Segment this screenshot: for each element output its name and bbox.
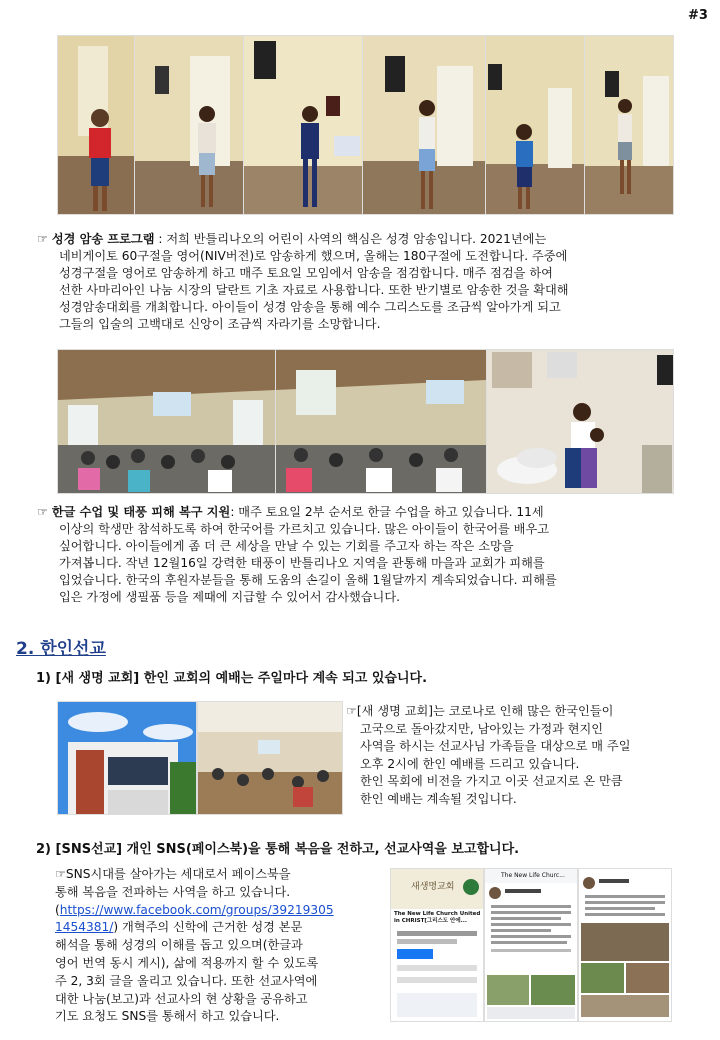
- photo-child-6: [584, 35, 674, 215]
- text-line: 사역을 하시는 선교사님 가족들을 대상으로 매 주일: [360, 739, 631, 754]
- text-line: 한인 예배는 계속될 것입니다.: [360, 791, 517, 806]
- text-line: : 저희 반틀리나오의 어린이 사역의 핵심은 성경 암송입니다. 2021년에는: [154, 232, 547, 246]
- text-line: 싶어합니다. 아이들에게 좀 더 큰 세상을 만날 수 있는 기회를 주고자 하는 작은 소망을: [59, 539, 514, 553]
- text-line: 선한 사마리아인 나눔 시장의 달란트 기초 자료로 사용합니다. 또한 반기별로 암송한 것을 확대해: [59, 283, 569, 297]
- subsection-title-sns: 2) [SNS선교] 개인 SNS(페이스북)을 통해 복음을 전하고, 선교사역을 보고합니다.: [36, 842, 520, 857]
- pointing-hand-icon: ☞: [37, 505, 48, 519]
- text-line: 오후 2시에 한인 예배를 드리고 있습니다.: [360, 756, 580, 771]
- memorization-paragraph: [37, 231, 569, 333]
- facebook-header: The New Life Churc...: [501, 872, 565, 879]
- text-line: 한인 목회에 비전을 가지고 이곳 선교지로 온 만큼: [360, 774, 623, 789]
- text-line: ☞[새 생명 교회]는 코로나로 인해 많은 한국인들이: [346, 704, 614, 718]
- photo-child-3: [243, 35, 363, 215]
- korean-class-paragraph: [37, 504, 557, 606]
- text-line: 고국으로 돌아갔지만, 남아있는 가정과 현지인: [360, 721, 604, 736]
- facebook-group-link-cont[interactable]: 1454381/: [55, 920, 114, 935]
- korean-class-title: 한글 수업 및 태풍 피해 복구 지원: [51, 505, 231, 519]
- photo-child-4: [362, 35, 486, 215]
- photo-korean-class-2: [275, 349, 487, 494]
- text-line: ☞SNS시대를 살아가는 세대로서 페이스북을: [55, 867, 291, 881]
- text-line: 주 2, 3회 글을 올리고 있습니다. 또한 선교사역에: [55, 973, 318, 988]
- facebook-screenshot-3: [578, 868, 672, 1022]
- photo-korean-worship: [197, 701, 343, 815]
- text-line: 입었습니다. 한국의 후원자분들을 통해 도움의 손길이 올해 1월달까지 계속되었습니다. 피해를: [59, 573, 557, 587]
- pointing-hand-icon: ☞: [37, 232, 48, 246]
- text-line: 네비게이토 60구절을 영어(NIV버전)로 암송하게 했으며, 올해는 180구절에 도전합니다. 주중에: [59, 249, 568, 263]
- text-line: : 매주 토요일 2부 순서로 한글 수업을 하고 있습니다. 11세: [230, 505, 544, 519]
- svg-text:새생명교회: 새생명교회: [411, 882, 455, 892]
- text-line: 영어 번역 동시 게시), 삶에 적용까지 할 수 있도록: [55, 955, 319, 970]
- photo-korean-class-1: [57, 349, 276, 494]
- photo-church-building: [57, 701, 197, 815]
- facebook-screenshot-2: [484, 868, 578, 1022]
- sns-paragraph: ☞SNS시대를 살아가는 세대로서 페이스북을 통해 복음을 전파하는 사역을 하고 있습니다. (https://www.facebook.com/groups/39219305 1454381/) 개혁주의 신학에 근거한 성경 본문 해석을 통해 성경의 이해를 돕고 있으며(한글과 영어 번역 동시 게시), 삶에 적용까지 할 수 있도록 주 2, 3회 글을 올리고 있습니다. 또한 선교사역에 대한 나눔(보고)과 선교사의 현 상황을 공유하고 기도 요청도 SNS를 통해서 하고 있습니다.: [55, 866, 334, 1026]
- facebook-screenshot-1: [390, 868, 484, 1022]
- text-line: 성경구절을 영어로 암송하게 하고 매주 토요일 모임에서 암송을 점검합니다. 매주 점검을 하여: [59, 266, 553, 280]
- section-title: 2. 한인선교: [16, 639, 106, 659]
- photo-child-5: [485, 35, 585, 215]
- facebook-group-name: The New Life Church United in CHRIST[그리스도 안에...: [394, 911, 481, 924]
- text-line: 통해 복음을 전파하는 사역을 하고 있습니다.: [55, 884, 291, 899]
- photo-child-2: [134, 35, 244, 215]
- text-line: 입은 가정에 생필품 등을 제때에 지급할 수 있어서 감사했습니다.: [59, 590, 400, 604]
- text-line: 대한 나눔(보고)과 선교사의 현 상황을 공유하고: [55, 991, 308, 1006]
- memorization-title: 성경 암송 프로그램: [51, 232, 155, 246]
- text-line: 이상의 학생만 참석하도록 하여 한국어를 가르치고 있습니다. 많은 아이들이 한국어를 배우고: [59, 522, 549, 536]
- photo-child-1: [57, 35, 135, 215]
- text-line: ) 개혁주의 신학에 근거한 성경 본문: [113, 920, 303, 935]
- subsection-title-new-life-church: 1) [새 생명 교회] 한인 교회의 예배는 주일마다 계속 되고 있습니다.: [36, 671, 428, 686]
- text-line: 그들의 입술의 고백대로 신앙이 조금씩 자라기를 소망합니다.: [59, 317, 381, 331]
- new-life-church-paragraph: [346, 703, 630, 809]
- text-line: 기도 요청도 SNS를 통해서 하고 있습니다.: [55, 1009, 280, 1024]
- text-line: 해석을 통해 성경의 이해를 돕고 있으며(한글과: [55, 938, 303, 953]
- facebook-group-link[interactable]: https://www.facebook.com/groups/39219305: [59, 902, 334, 917]
- photo-typhoon-relief: [486, 349, 674, 494]
- text-line: 가져봅니다. 작년 12월16일 강력한 태풍이 반틀리나오 지역을 관통해 마을과 교회가 피해를: [59, 556, 545, 570]
- page-number: #3: [688, 8, 708, 23]
- text-line: 성경암송대회를 개최합니다. 아이들이 성경 암송을 통해 예수 그리스도를 조금씩 알아가게 되고: [59, 300, 561, 314]
